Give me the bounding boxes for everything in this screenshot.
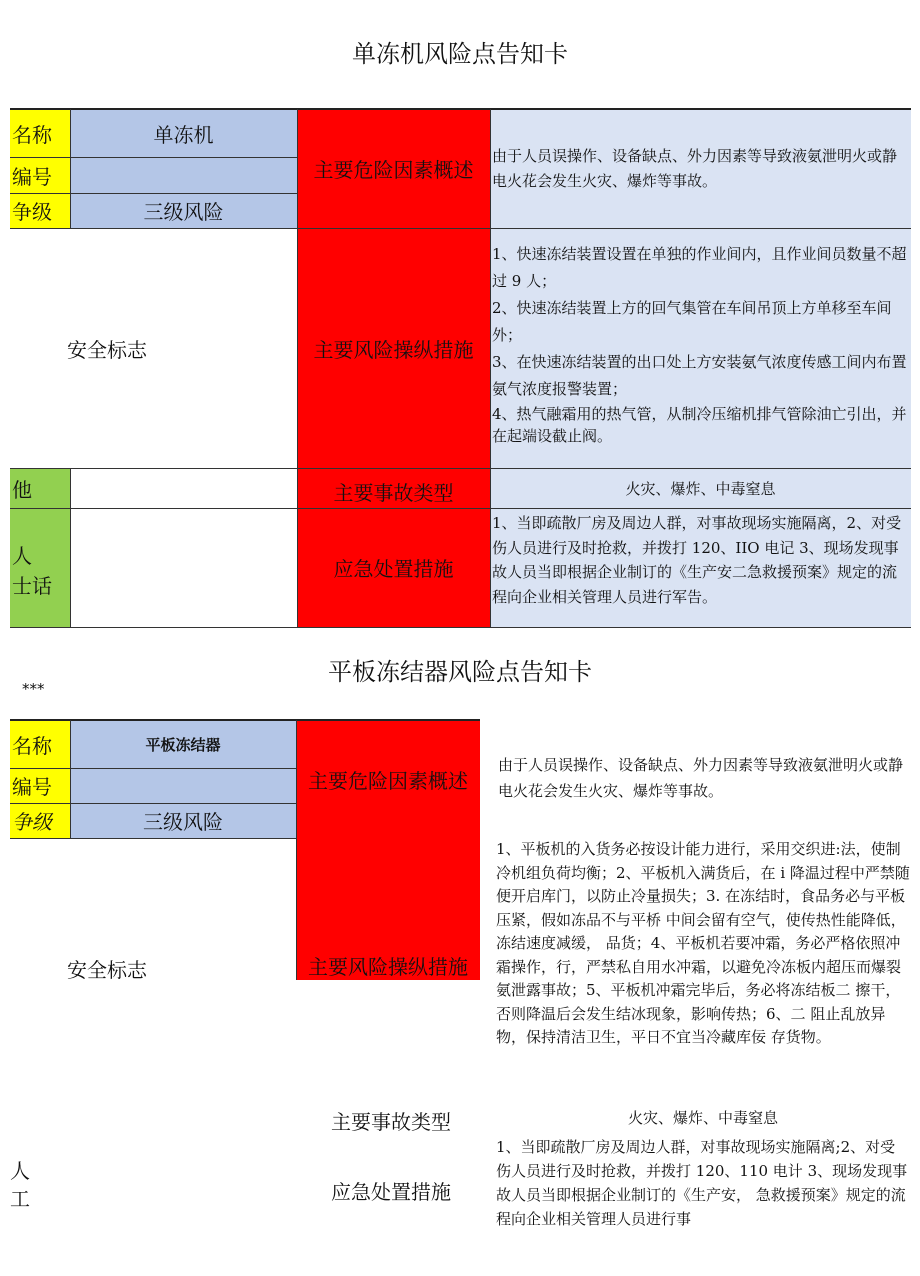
- card1-level-value: 三级风险: [70, 193, 297, 228]
- card1-other-value: [70, 468, 297, 508]
- divider: [10, 108, 911, 110]
- divider: [10, 508, 911, 509]
- card2-emergency-text: 1、当即疏散厂房及周边人群，对事故现场实施隔离;2、对受伤人员进行及时抢救，并拨打 120、110 电计 3、现场发现事故人员当即根据企业制订的《生产安， 急救援预案》规定的流程向企业相关管理人员进行事: [496, 1138, 908, 1228]
- card1-name-value: 单冻机: [70, 109, 297, 157]
- divider: [10, 157, 297, 158]
- card2-emergency-label: 应急处置措施: [331, 1179, 451, 1204]
- card1-accident-text: 火灾、爆炸、中毒窒息: [490, 468, 911, 508]
- card1-control-item: 2、快速冻结装置上方的回气集管在车间吊顶上方单移至车间外；: [492, 299, 892, 344]
- card2-hazard-cell: [496, 752, 906, 812]
- card2-control-cell: [494, 838, 912, 1078]
- card2-accident-label: 主要事故类型: [331, 1109, 451, 1134]
- divider: [296, 720, 297, 980]
- card1-emergency-cell: [490, 508, 911, 627]
- divider: [297, 109, 298, 627]
- divider: [10, 193, 297, 194]
- card1-title: 单冻机风险点告知卡: [352, 40, 568, 68]
- card2-accident-text: 火灾、爆炸、中毒窒息: [627, 1108, 778, 1127]
- card1-sign-label: 安全标志: [67, 337, 147, 362]
- divider: [10, 468, 911, 469]
- card1-control-item: 4、热气融霜用的热气管，从制冷压缩机排气管除油亡引出，并在起端设截止阀。: [492, 405, 907, 445]
- card1-emergency-text: 1、当即疏散厂房及周边人群，对事故现场实施隔离，2、对受伤人员进行及时抢救，并拨打 120、IIO 电记 3、现场发现事故人员当即根据企业制订的《生产安二急救援预案》规定的流程向企业相关管理人员进行军告。: [492, 514, 902, 606]
- card1-name-label: 名称: [10, 109, 70, 157]
- card1-person-value: [70, 508, 297, 627]
- card1-emergency-label: 应急处置措施: [297, 508, 490, 627]
- card1-hazard-label: 主要危险因素概述: [297, 109, 490, 228]
- divider: [70, 109, 71, 228]
- divider: [10, 803, 296, 804]
- divider: [10, 719, 480, 721]
- card2-name-label: 名称: [10, 720, 70, 768]
- card2-name-value: 平板冻结器: [70, 720, 296, 768]
- card2-code-label: 编号: [10, 768, 70, 803]
- card2-hazard-label: 主要危险因素概述: [296, 720, 480, 838]
- divider: [10, 838, 296, 839]
- divider: [10, 228, 911, 229]
- card2-level-value: 三级风险: [70, 803, 296, 838]
- card1-hazard-cell: [490, 109, 911, 228]
- card1-other-label: 他: [10, 468, 70, 508]
- card2-person-label-1: 人: [10, 1159, 30, 1183]
- card1-person-label-1: 人: [12, 544, 32, 568]
- card2-person-label: [10, 1157, 70, 1217]
- card1-hazard-text: 由于人员误操作、设备缺点、外力因素等导致液氨泄明火或静电火花会发生火灾、爆炸等事故。: [492, 146, 898, 190]
- card1-accident-label: 主要事故类型: [297, 468, 490, 508]
- card2-control-text: 1、平板机的入货务必按设计能力进行，采用交织进:法，使制冷机组负荷均衡；2、平板机入满货后，在 i 降温过程中严禁随便开启库门，以防止冷量损失；3. 在冻结时，食品务必与平板压紧，假如冻品不与平桥 中间会留有空气，使传热性能降低，冻结速度减缓， 品货；4、平板机若要冲霜，务必严格依照冲霜操作，行，严禁私自用水冲霜，以避免冷冻板内超压而爆裂 氨泄露事故；5、平板机冲霜完毕后，务必将冻结板二 擦干，否则降温后会发生结冰现象，影响传热；6、二 阻止乱放异物，保持清洁卫生，平日不宜当冷藏库佞 存货物。: [496, 840, 910, 1046]
- divider: [490, 109, 491, 627]
- card2-title: 平板冻结器风险点告知卡: [328, 658, 592, 686]
- card2-level-label: 争级: [10, 803, 70, 838]
- card1-control-item: 3、在快速冻结装置的出口处上方安装氨气浓度传感工间内布置氨气浓度报警装置；: [492, 353, 907, 398]
- card2-person-label-2: 工: [10, 1187, 30, 1211]
- card1-code-label: 编号: [10, 157, 70, 193]
- card2-emergency-cell: [494, 1135, 912, 1235]
- divider: [10, 627, 911, 628]
- divider: [70, 468, 71, 627]
- card1-level-label: 争级: [10, 193, 70, 228]
- card1-person-label: [10, 508, 70, 627]
- card2-hazard-text: 由于人员误操作、设备缺点、外力因素等导致液氨泄明火或静电火花会发生火灾、爆炸等事故。: [498, 756, 904, 800]
- card2-code-value: [70, 768, 296, 803]
- card1-control-label: 主要风险操纵措施: [297, 228, 490, 468]
- divider: [70, 720, 71, 838]
- card1-person-label-2: 士话: [12, 574, 52, 598]
- card2-control-label: 主要风险操纵措施: [296, 838, 480, 980]
- stars-mark: ***: [22, 680, 45, 698]
- card1-control-item: 1、快速冻结装置设置在单独的作业间内，且作业间员数量不超过 9 人；: [492, 245, 907, 290]
- divider: [10, 768, 296, 769]
- card1-control-cell: [490, 228, 911, 468]
- card1-code-value: [70, 157, 297, 193]
- card2-sign-label: 安全标志: [67, 957, 147, 982]
